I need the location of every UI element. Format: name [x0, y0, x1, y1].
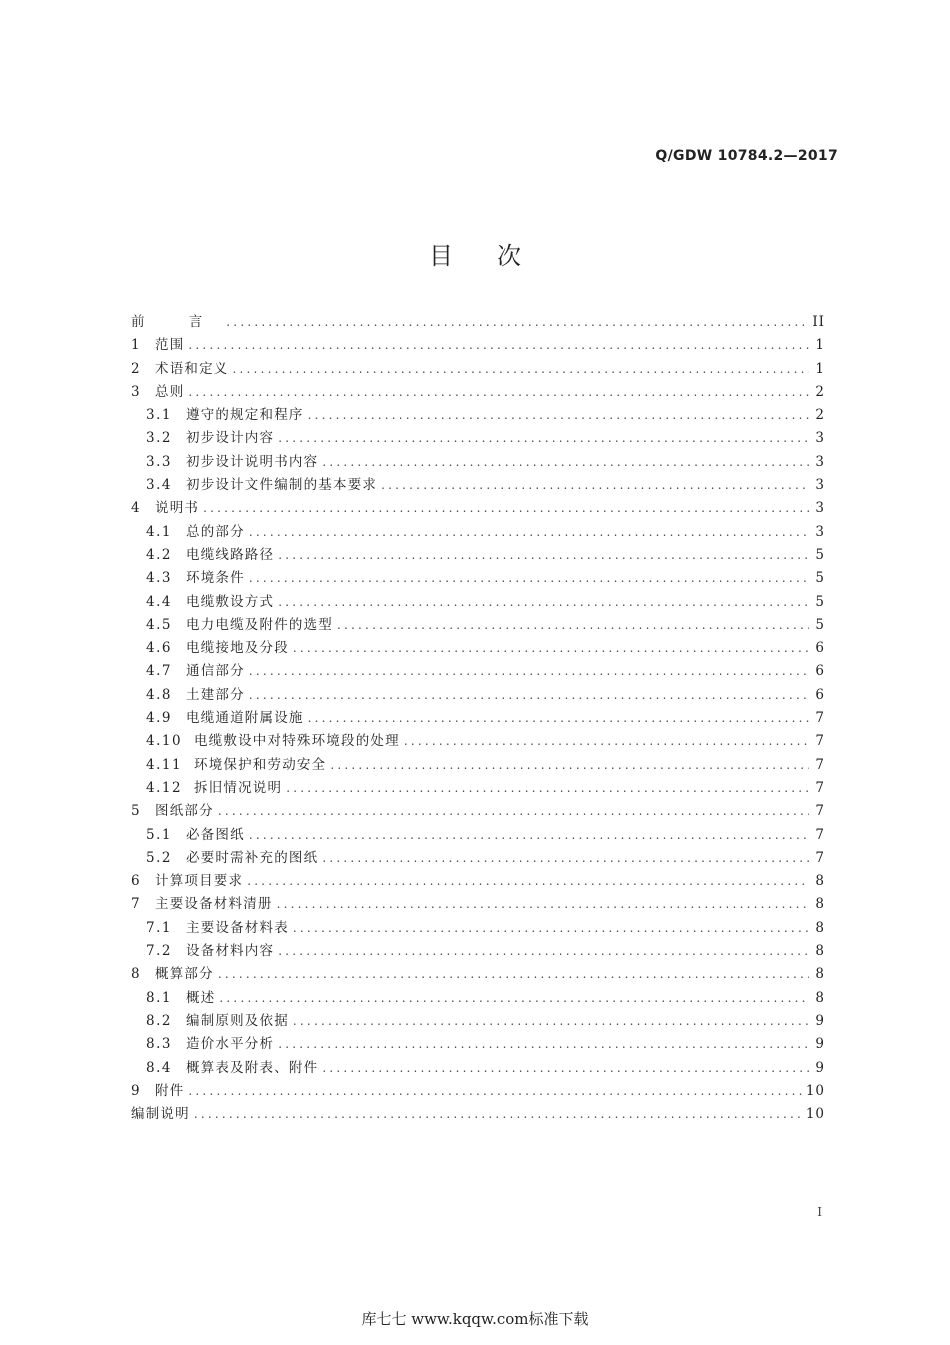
toc-leader-dots	[322, 1057, 809, 1080]
toc-entry[interactable]	[131, 358, 825, 381]
toc-entry-number: 4.4	[146, 593, 172, 610]
toc-entry-label: 编制说明	[131, 1106, 190, 1123]
toc-entry[interactable]	[131, 311, 825, 334]
toc-entry-page: 3	[815, 430, 825, 447]
toc-entry[interactable]	[131, 451, 825, 474]
toc-leader-dots	[249, 567, 809, 590]
toc-entry-number: 4.9	[146, 710, 172, 727]
toc-entry-page: 7	[815, 756, 825, 773]
document-code: Q/GDW 10784.2—2017	[655, 148, 838, 164]
toc-entry[interactable]	[131, 1080, 825, 1103]
toc-entry-number: 5.2	[146, 849, 172, 866]
toc-entry[interactable]	[131, 963, 825, 986]
toc-entry-label: 初步设计文件编制的基本要求	[186, 477, 378, 494]
toc-entry-page: 8	[815, 943, 825, 960]
toc-leader-dots	[249, 824, 809, 847]
toc-leader-dots	[286, 777, 809, 800]
toc-entry[interactable]	[131, 824, 825, 847]
toc-entry[interactable]	[131, 474, 825, 497]
toc-leader-dots	[219, 987, 809, 1010]
toc-leader-dots	[322, 451, 809, 474]
toc-leader-dots	[249, 521, 809, 544]
title-char-1: 目	[429, 242, 453, 270]
toc-entry[interactable]	[131, 591, 825, 614]
toc-leader-dots	[278, 940, 809, 963]
toc-entry-page: 7	[815, 849, 825, 866]
toc-entry[interactable]	[131, 893, 825, 916]
toc-entry-page: 3	[815, 453, 825, 470]
toc-leader-dots	[188, 381, 809, 404]
toc-entry[interactable]	[131, 497, 825, 520]
toc-entry-number: 4.2	[146, 546, 172, 563]
toc-entry-label: 造价水平分析	[186, 1036, 275, 1053]
toc-entry-label: 电缆敷设方式	[186, 593, 275, 610]
toc-entry-label: 概述	[186, 989, 216, 1006]
toc-entry-number: 7.1	[146, 919, 172, 936]
toc-leader-dots	[330, 754, 809, 777]
toc-entry-label: 术语和定义	[155, 360, 229, 377]
toc-entry-label: 图纸部分	[155, 803, 214, 820]
toc-leader-dots	[404, 730, 809, 753]
toc-entry-page: 3	[815, 477, 825, 494]
toc-entry-number: 4.8	[146, 686, 172, 703]
toc-entry[interactable]	[131, 800, 825, 823]
toc-leader-dots	[188, 1080, 801, 1103]
toc-leader-dots	[278, 427, 809, 450]
toc-entry[interactable]	[131, 1103, 825, 1126]
toc-entry-label: 电缆接地及分段	[186, 640, 289, 657]
toc-entry-page: 5	[815, 570, 825, 587]
toc-entry-label: 遵守的规定和程序	[186, 407, 304, 424]
toc-entry-label: 初步设计说明书内容	[186, 453, 319, 470]
toc-entry-label: 电缆通道附属设施	[186, 710, 304, 727]
toc-entry-page: 6	[815, 686, 825, 703]
toc-entry[interactable]	[131, 870, 825, 893]
toc-entry-number: 4.7	[146, 663, 172, 680]
toc-entry-page: 3	[815, 523, 825, 540]
toc-leader-dots	[247, 870, 809, 893]
toc-leader-dots	[293, 917, 809, 940]
toc-entry-page: 9	[815, 1012, 825, 1029]
toc-entry-number: 4.6	[146, 640, 172, 657]
toc-entry[interactable]	[131, 334, 825, 357]
toc-entry-number: 4.5	[146, 616, 172, 633]
toc-entry-number: 9	[131, 1082, 142, 1099]
page-number: I	[817, 1205, 822, 1219]
toc-entry-number: 6	[131, 873, 142, 890]
toc-entry-label: 初步设计内容	[186, 430, 275, 447]
toc-entry[interactable]	[131, 614, 825, 637]
toc-entry-number: 4	[131, 500, 142, 517]
toc-entry-number: 1	[131, 337, 142, 354]
toc-leader-dots	[188, 334, 809, 357]
toc-entry-label: 前 言	[131, 314, 223, 330]
toc-leader-dots	[293, 637, 809, 660]
toc-entry-number: 3	[131, 383, 142, 400]
toc-entry-label: 主要设备材料清册	[155, 896, 273, 913]
toc-entry-label: 概算表及附表、附件	[186, 1059, 319, 1076]
toc-entry[interactable]	[131, 707, 825, 730]
toc-leader-dots	[381, 474, 809, 497]
toc-entry-number: 3.4	[146, 477, 172, 494]
toc-entry[interactable]	[131, 381, 825, 404]
toc-entry-page: 9	[815, 1036, 825, 1053]
toc-entry-page: 2	[815, 383, 825, 400]
toc-leader-dots	[226, 311, 808, 334]
toc-leader-dots	[278, 1033, 809, 1056]
toc-entry-number: 3.1	[146, 407, 172, 424]
toc-entry-number: 8	[131, 966, 142, 983]
toc-entry-page: 10	[805, 1106, 825, 1123]
toc-entry-number: 4.3	[146, 570, 172, 587]
toc-entry-number: 4.12	[146, 779, 183, 796]
toc-entry-number: 8.2	[146, 1012, 172, 1029]
toc-entry-page: 1	[815, 360, 825, 377]
toc-leader-dots	[322, 847, 809, 870]
toc-entry-label: 通信部分	[186, 663, 245, 680]
toc-entry-page: 7	[815, 779, 825, 796]
toc-entry-page: 7	[815, 826, 825, 843]
toc-entry-number: 5	[131, 803, 142, 820]
toc-leader-dots	[194, 1103, 802, 1126]
toc-entry-label: 附件	[155, 1082, 185, 1099]
page-title	[0, 236, 950, 271]
title-char-2: 次	[497, 242, 521, 270]
toc-entry-page: 10	[805, 1082, 825, 1099]
toc-entry-number: 8.3	[146, 1036, 172, 1053]
toc-entry[interactable]	[131, 917, 825, 940]
toc-leader-dots	[249, 684, 809, 707]
toc-entry-label: 环境条件	[186, 570, 245, 587]
toc-leader-dots	[203, 497, 809, 520]
toc-leader-dots	[293, 1010, 809, 1033]
toc-entry-page: 5	[815, 593, 825, 610]
toc-entry-page: 7	[815, 803, 825, 820]
toc-entry-page: 9	[815, 1059, 825, 1076]
toc-leader-dots	[308, 707, 809, 730]
toc-entry[interactable]	[131, 660, 825, 683]
toc-entry-label: 计算项目要求	[155, 873, 244, 890]
toc-entry-number: 3.2	[146, 430, 172, 447]
toc-entry[interactable]	[131, 637, 825, 660]
toc-entry-label: 总的部分	[186, 523, 245, 540]
toc-entry-number: 4.1	[146, 523, 172, 540]
watermark: 库七七 www.kqqw.com标准下载	[361, 1310, 589, 1328]
toc-leader-dots	[233, 358, 810, 381]
toc-entry-label: 总则	[155, 383, 185, 400]
toc-entry-label: 电缆线路路径	[186, 546, 275, 563]
toc-entry-page: 2	[815, 407, 825, 424]
toc-entry-page: 6	[815, 640, 825, 657]
toc-entry[interactable]	[131, 521, 825, 544]
toc-entry-page: 5	[815, 616, 825, 633]
toc-leader-dots	[278, 591, 809, 614]
toc-entry[interactable]	[131, 1010, 825, 1033]
toc-entry[interactable]	[131, 754, 825, 777]
toc-entry[interactable]	[131, 567, 825, 590]
toc-leader-dots	[337, 614, 809, 637]
toc-entry-page: II	[812, 314, 825, 330]
toc-entry[interactable]	[131, 847, 825, 870]
table-of-contents	[131, 311, 825, 1126]
toc-entry-label: 编制原则及依据	[186, 1012, 289, 1029]
toc-entry-label: 主要设备材料表	[186, 919, 289, 936]
toc-entry-number: 4.10	[146, 733, 183, 750]
toc-entry-page: 8	[815, 989, 825, 1006]
toc-entry-label: 环境保护和劳动安全	[194, 756, 327, 773]
toc-entry-page: 8	[815, 966, 825, 983]
toc-entry-page: 8	[815, 919, 825, 936]
toc-leader-dots	[308, 404, 809, 427]
toc-leader-dots	[218, 963, 809, 986]
toc-entry[interactable]	[131, 404, 825, 427]
toc-entry-label: 电缆敷设中对特殊环境段的处理	[194, 733, 400, 750]
toc-entry[interactable]	[131, 427, 825, 450]
toc-entry[interactable]	[131, 940, 825, 963]
toc-entry[interactable]	[131, 684, 825, 707]
toc-entry[interactable]	[131, 544, 825, 567]
toc-entry-number: 7	[131, 896, 142, 913]
toc-entry-page: 3	[815, 500, 825, 517]
toc-entry-number: 2	[131, 360, 142, 377]
toc-entry-label: 范围	[155, 337, 185, 354]
toc-leader-dots	[218, 800, 809, 823]
toc-entry-page: 8	[815, 896, 825, 913]
toc-entry[interactable]	[131, 1033, 825, 1056]
toc-entry-label: 说明书	[155, 500, 200, 517]
toc-leader-dots	[249, 660, 809, 683]
toc-entry-page: 1	[815, 337, 825, 354]
toc-entry-label: 必备图纸	[186, 826, 245, 843]
toc-leader-dots	[277, 893, 809, 916]
toc-entry-page: 6	[815, 663, 825, 680]
toc-entry-page: 7	[815, 710, 825, 727]
toc-entry-number: 7.2	[146, 943, 172, 960]
toc-entry-page: 7	[815, 733, 825, 750]
toc-entry[interactable]	[131, 730, 825, 753]
toc-entry[interactable]	[131, 1057, 825, 1080]
toc-leader-dots	[278, 544, 809, 567]
toc-entry-label: 电力电缆及附件的选型	[186, 616, 333, 633]
toc-entry-label: 概算部分	[155, 966, 214, 983]
toc-entry-page: 8	[815, 873, 825, 890]
toc-entry-number: 8.4	[146, 1059, 172, 1076]
toc-entry-number: 4.11	[146, 756, 183, 773]
toc-entry-page: 5	[815, 546, 825, 563]
toc-entry-number: 5.1	[146, 826, 172, 843]
toc-entry[interactable]	[131, 777, 825, 800]
toc-entry-label: 土建部分	[186, 686, 245, 703]
toc-entry[interactable]	[131, 987, 825, 1010]
toc-entry-label: 必要时需补充的图纸	[186, 849, 319, 866]
toc-entry-label: 设备材料内容	[186, 943, 275, 960]
toc-entry-number: 3.3	[146, 453, 172, 470]
toc-entry-number: 8.1	[146, 989, 172, 1006]
toc-entry-label: 拆旧情况说明	[194, 779, 283, 796]
